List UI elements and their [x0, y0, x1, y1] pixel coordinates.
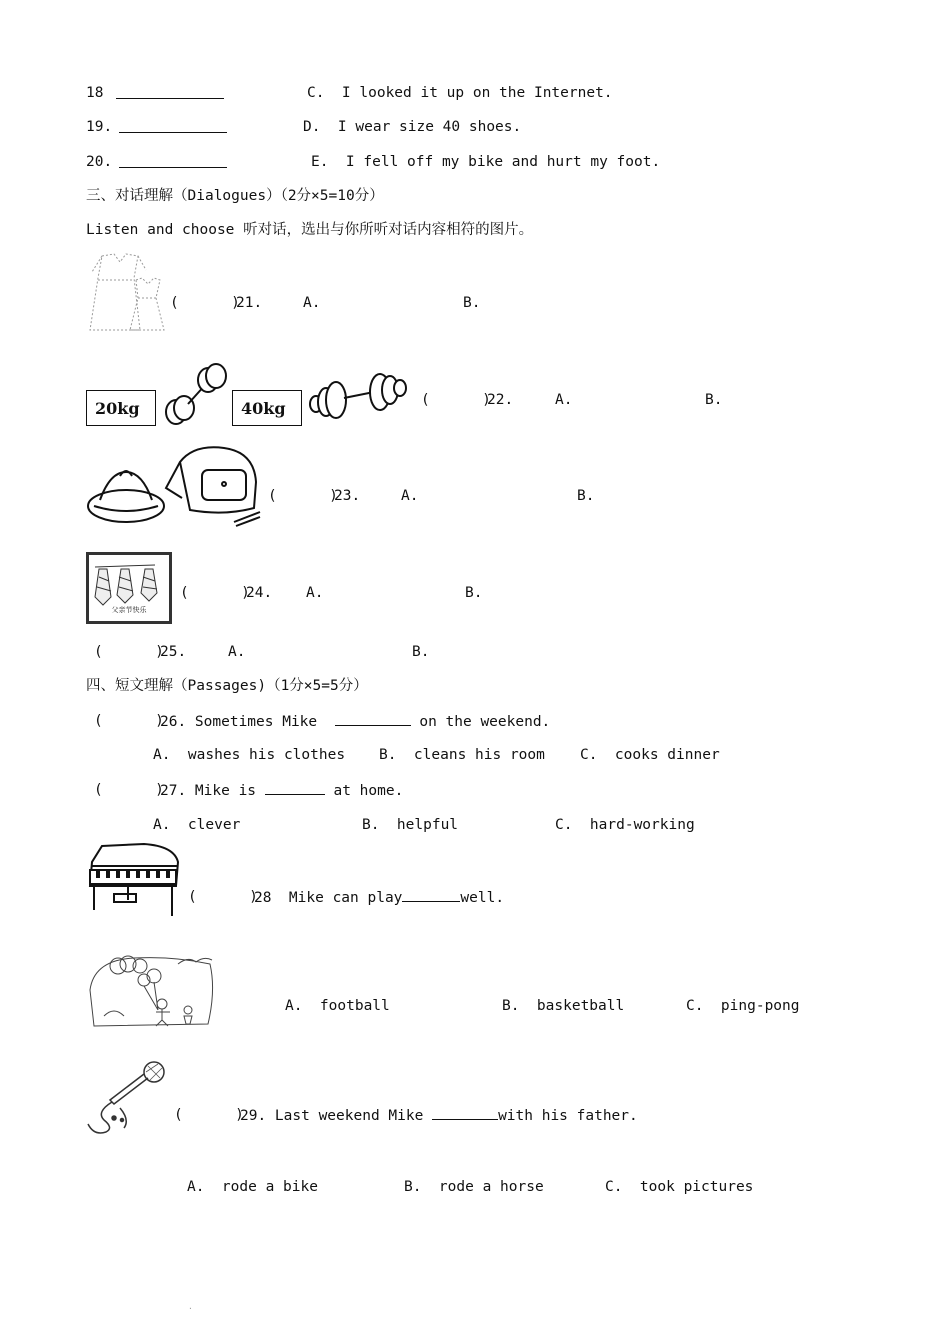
q25-option-a[interactable]: A.: [228, 644, 246, 660]
q26-option-a[interactable]: A. washes his clothes: [153, 747, 346, 763]
q23-option-b[interactable]: B.: [577, 488, 595, 504]
q24-option-a[interactable]: A.: [306, 585, 324, 601]
q27-blank[interactable]: [265, 780, 325, 795]
q29-option-b[interactable]: B. rode a horse: [404, 1179, 544, 1195]
q26-answer-paren[interactable]: ( ): [94, 713, 164, 729]
q19-number: 19.: [86, 119, 113, 135]
q27-option-b[interactable]: B. helpful: [362, 817, 459, 833]
q21-option-b[interactable]: B.: [463, 295, 481, 311]
q22-answer-paren[interactable]: ( ): [421, 392, 491, 408]
q27-question: [160, 780, 403, 801]
fathers-day-card-picture: [86, 552, 172, 624]
option-c: C. I looked it up on the Internet.: [307, 85, 613, 101]
q28-text-after: well.: [460, 890, 505, 906]
q27-option-a[interactable]: A. clever: [153, 817, 241, 833]
q25-number: 25.: [160, 644, 187, 660]
q26-text-before: 26. Sometimes Mike: [160, 714, 326, 730]
piano-picture: [84, 842, 184, 920]
q28-question: [254, 887, 504, 908]
q29-option-a[interactable]: A. rode a bike: [187, 1179, 318, 1195]
q23-option-a[interactable]: A.: [401, 488, 419, 504]
q28-answer-paren[interactable]: ( ): [188, 889, 258, 905]
q20-answer-blank[interactable]: [119, 153, 227, 168]
q29-question: [240, 1105, 638, 1126]
q26-option-b[interactable]: B. cleans his room: [379, 747, 545, 763]
q23-answer-paren[interactable]: ( ): [268, 488, 338, 504]
q29-option-c[interactable]: C. took pictures: [605, 1179, 754, 1195]
section3-heading: 三、对话理解（Dialogues）（2分×5=10分）: [86, 188, 384, 204]
q29-blank[interactable]: [432, 1105, 498, 1120]
q19-answer-blank[interactable]: [119, 118, 227, 133]
q25-option-b[interactable]: B.: [412, 644, 430, 660]
q26-text-after: on the weekend.: [410, 714, 551, 730]
q24-option-b[interactable]: B.: [465, 585, 483, 601]
q24-answer-paren[interactable]: ( ): [180, 585, 250, 601]
q21-number: 21.: [236, 295, 263, 311]
q22-option-a[interactable]: A.: [555, 392, 573, 408]
dresses-picture: [84, 250, 170, 334]
q28-option-c[interactable]: C. ping-pong: [686, 998, 800, 1014]
q28-text-before: 28 Mike can play: [254, 890, 403, 906]
q22-number: 22.: [487, 392, 514, 408]
q20-number: 20.: [86, 154, 113, 170]
q21-answer-paren[interactable]: ( ): [170, 295, 240, 311]
q27-text-after: at home.: [324, 783, 404, 799]
dumbbell-40kg-label: 40kg: [232, 390, 302, 426]
q26-question: [160, 711, 550, 732]
q22-option-b[interactable]: B.: [705, 392, 723, 408]
microphone-picture: [84, 1056, 172, 1136]
q28-option-a[interactable]: A. football: [285, 998, 390, 1014]
q27-text-before: 27. Mike is: [160, 783, 265, 799]
q18-number: 18: [86, 85, 104, 101]
q26-option-c[interactable]: C. cooks dinner: [580, 747, 720, 763]
q28-option-b[interactable]: B. basketball: [502, 998, 625, 1014]
option-d: D. I wear size 40 shoes.: [303, 119, 522, 135]
q23-number: 23.: [334, 488, 361, 504]
q29-text-after: with his father.: [498, 1108, 638, 1124]
hat-and-schoolbag-picture: [84, 442, 264, 528]
q28-blank[interactable]: [402, 887, 460, 902]
q27-answer-paren[interactable]: ( ): [94, 782, 164, 798]
dumbbell-small-picture: [158, 360, 234, 430]
card-caption: 父亲节快乐: [111, 606, 147, 614]
q27-option-c[interactable]: C. hard-working: [555, 817, 695, 833]
section4-heading: 四、短文理解（Passages)（1分×5=5分）: [86, 678, 368, 694]
dumbbell-20kg-label: 20kg: [86, 390, 156, 426]
section3-instruction: Listen and choose 听对话，选出与你所听对话内容相符的图片。: [86, 222, 534, 238]
q21-option-a[interactable]: A.: [303, 295, 321, 311]
page-footer-mark: ·: [188, 1304, 193, 1313]
q29-text-before: 29. Last weekend Mike: [240, 1108, 433, 1124]
childrens-day-picture: [84, 950, 220, 1032]
option-e: E. I fell off my bike and hurt my foot.: [311, 154, 661, 170]
q18-answer-blank[interactable]: [116, 84, 224, 99]
q29-answer-paren[interactable]: ( ): [174, 1107, 244, 1123]
dumbbell-large-picture: [306, 368, 412, 424]
q25-answer-paren[interactable]: ( ): [94, 644, 164, 660]
q26-blank[interactable]: [335, 711, 411, 726]
q24-number: 24.: [246, 585, 273, 601]
